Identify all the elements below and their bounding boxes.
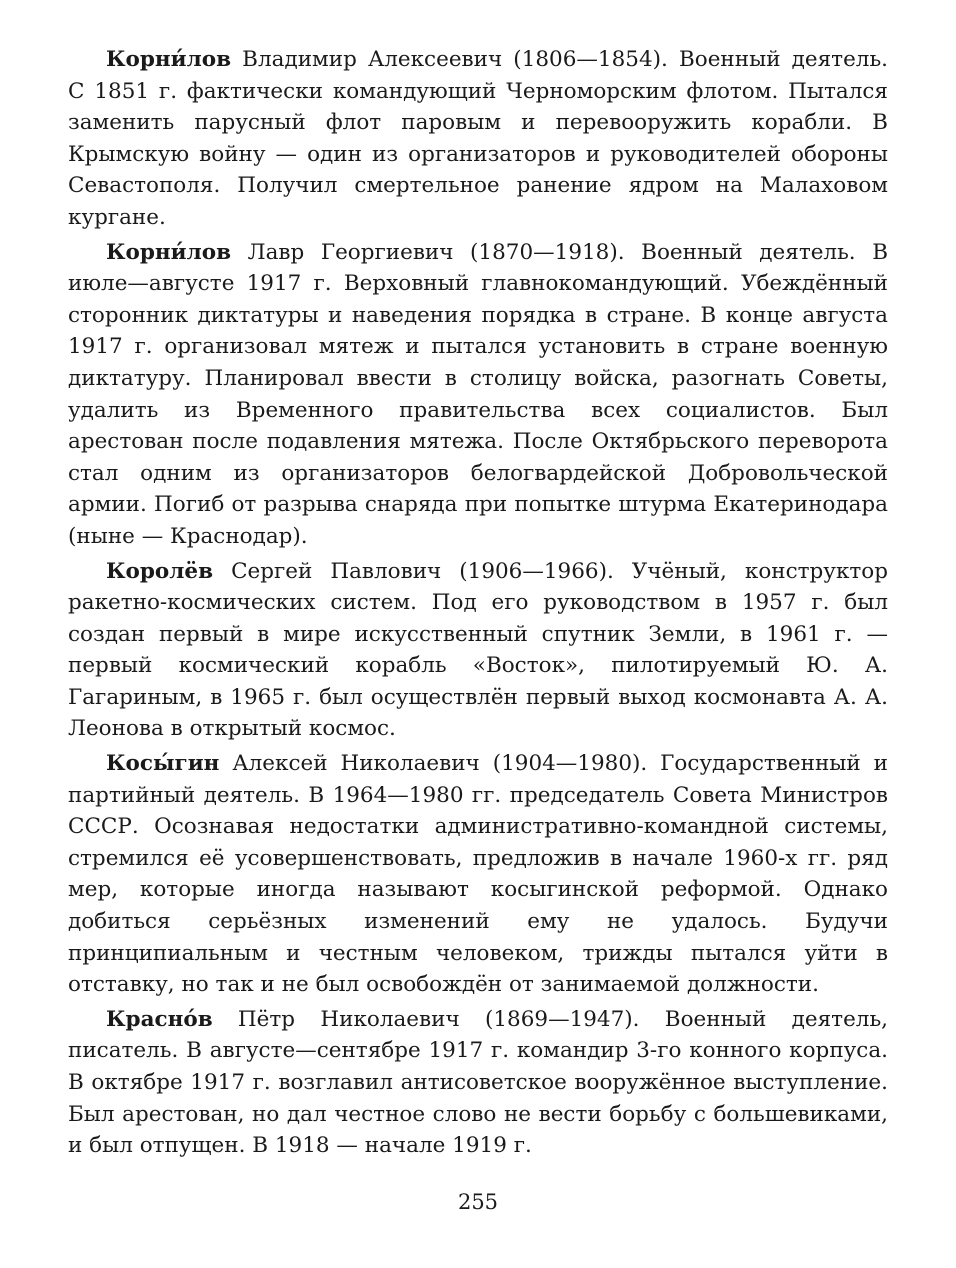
entry-text: Владимир Алексеевич (1806—1854). Военный деятель. С 1851 г. фактически командующий Черноморским флотом. Пытался заменить парусный флот паровым и перевооружить корабли. В Крымскую войну — один из организаторов и руководителей обороны Севастополя. Получил смертельное ранение ядром на Малаховом кургане.: [68, 47, 888, 230]
page-number: 255: [457, 1190, 499, 1214]
entry-text: Лавр Георгиевич (1870—1918). Военный деятель. В июле—августе 1917 г. Верховный главнокомандующий. Убеждённый сторонник диктатуры и наведения порядка в стране. В конце августа 1917 г. организовал мятеж и пытался установить в стране военную диктатуру. Планировал ввести в столицу войска, разогнать Советы, удалить из Временного правительства всех социалистов. Был арестован после подавления мятежа. После Октябрьского переворота стал одним из организаторов белогвардейской Добровольческой армии. Погиб от разрыва снаряда при попытке штурма Екатеринодара (ныне — Краснодар).: [68, 239, 888, 549]
entry-name: Красно́в: [106, 1006, 213, 1032]
biography-entries: [68, 44, 888, 1165]
entry-name: Королёв: [106, 558, 214, 584]
entry-name: Корни́лов: [106, 239, 232, 265]
entry-text: Алексей Николаевич (1904—1980). Государственный и партийный деятель. В 1964—1980 гг. председатель Совета Министров СССР. Осознавая недостатки административно-командной системы, стремился её усовершенствовать, предложив в начале 1960-х гг. ряд мер, которые иногда называют косыгинской реформой. Однако добиться серьёзных изменений ему не удалось. Будучи принципиальным и честным человеком, трижды пытался уйти в отставку, но так и не был освобождён от занимаемой должности.: [68, 751, 888, 998]
entry-name: Корни́лов: [106, 47, 232, 72]
entry-kosygin: [68, 748, 888, 1001]
entry-korolev: [68, 556, 888, 746]
entry-text: Сергей Павлович (1906—1966). Учёный, конструктор ракетно-космических систем. Под его руководством в 1957 г. был создан первый в мире искусственный спутник Земли, в 1961 г. — первый космический корабль «Восток», пилотируемый Ю. А. Гагариным, в 1965 г. был осуществлён первый выход космонавта А. А. Леонова в открытый космос.: [68, 558, 888, 742]
entry-kornilov-vladimir: [68, 44, 888, 234]
entry-kornilov-lavr: [68, 237, 888, 553]
entry-text: Пётр Николаевич (1869—1947). Военный деятель, писатель. В августе—сентябре 1917 г. командир 3-го конного корпуса. В октябре 1917 г. возглавил антисоветское вооружённое выступление. Был арестован, но дал честное слово не вести борьбу с большевиками, и был отпущен. В 1918 — начале 1919 г.: [68, 1006, 888, 1159]
entry-krasnov: [68, 1004, 888, 1162]
entry-name: Косы́гин: [106, 751, 220, 777]
